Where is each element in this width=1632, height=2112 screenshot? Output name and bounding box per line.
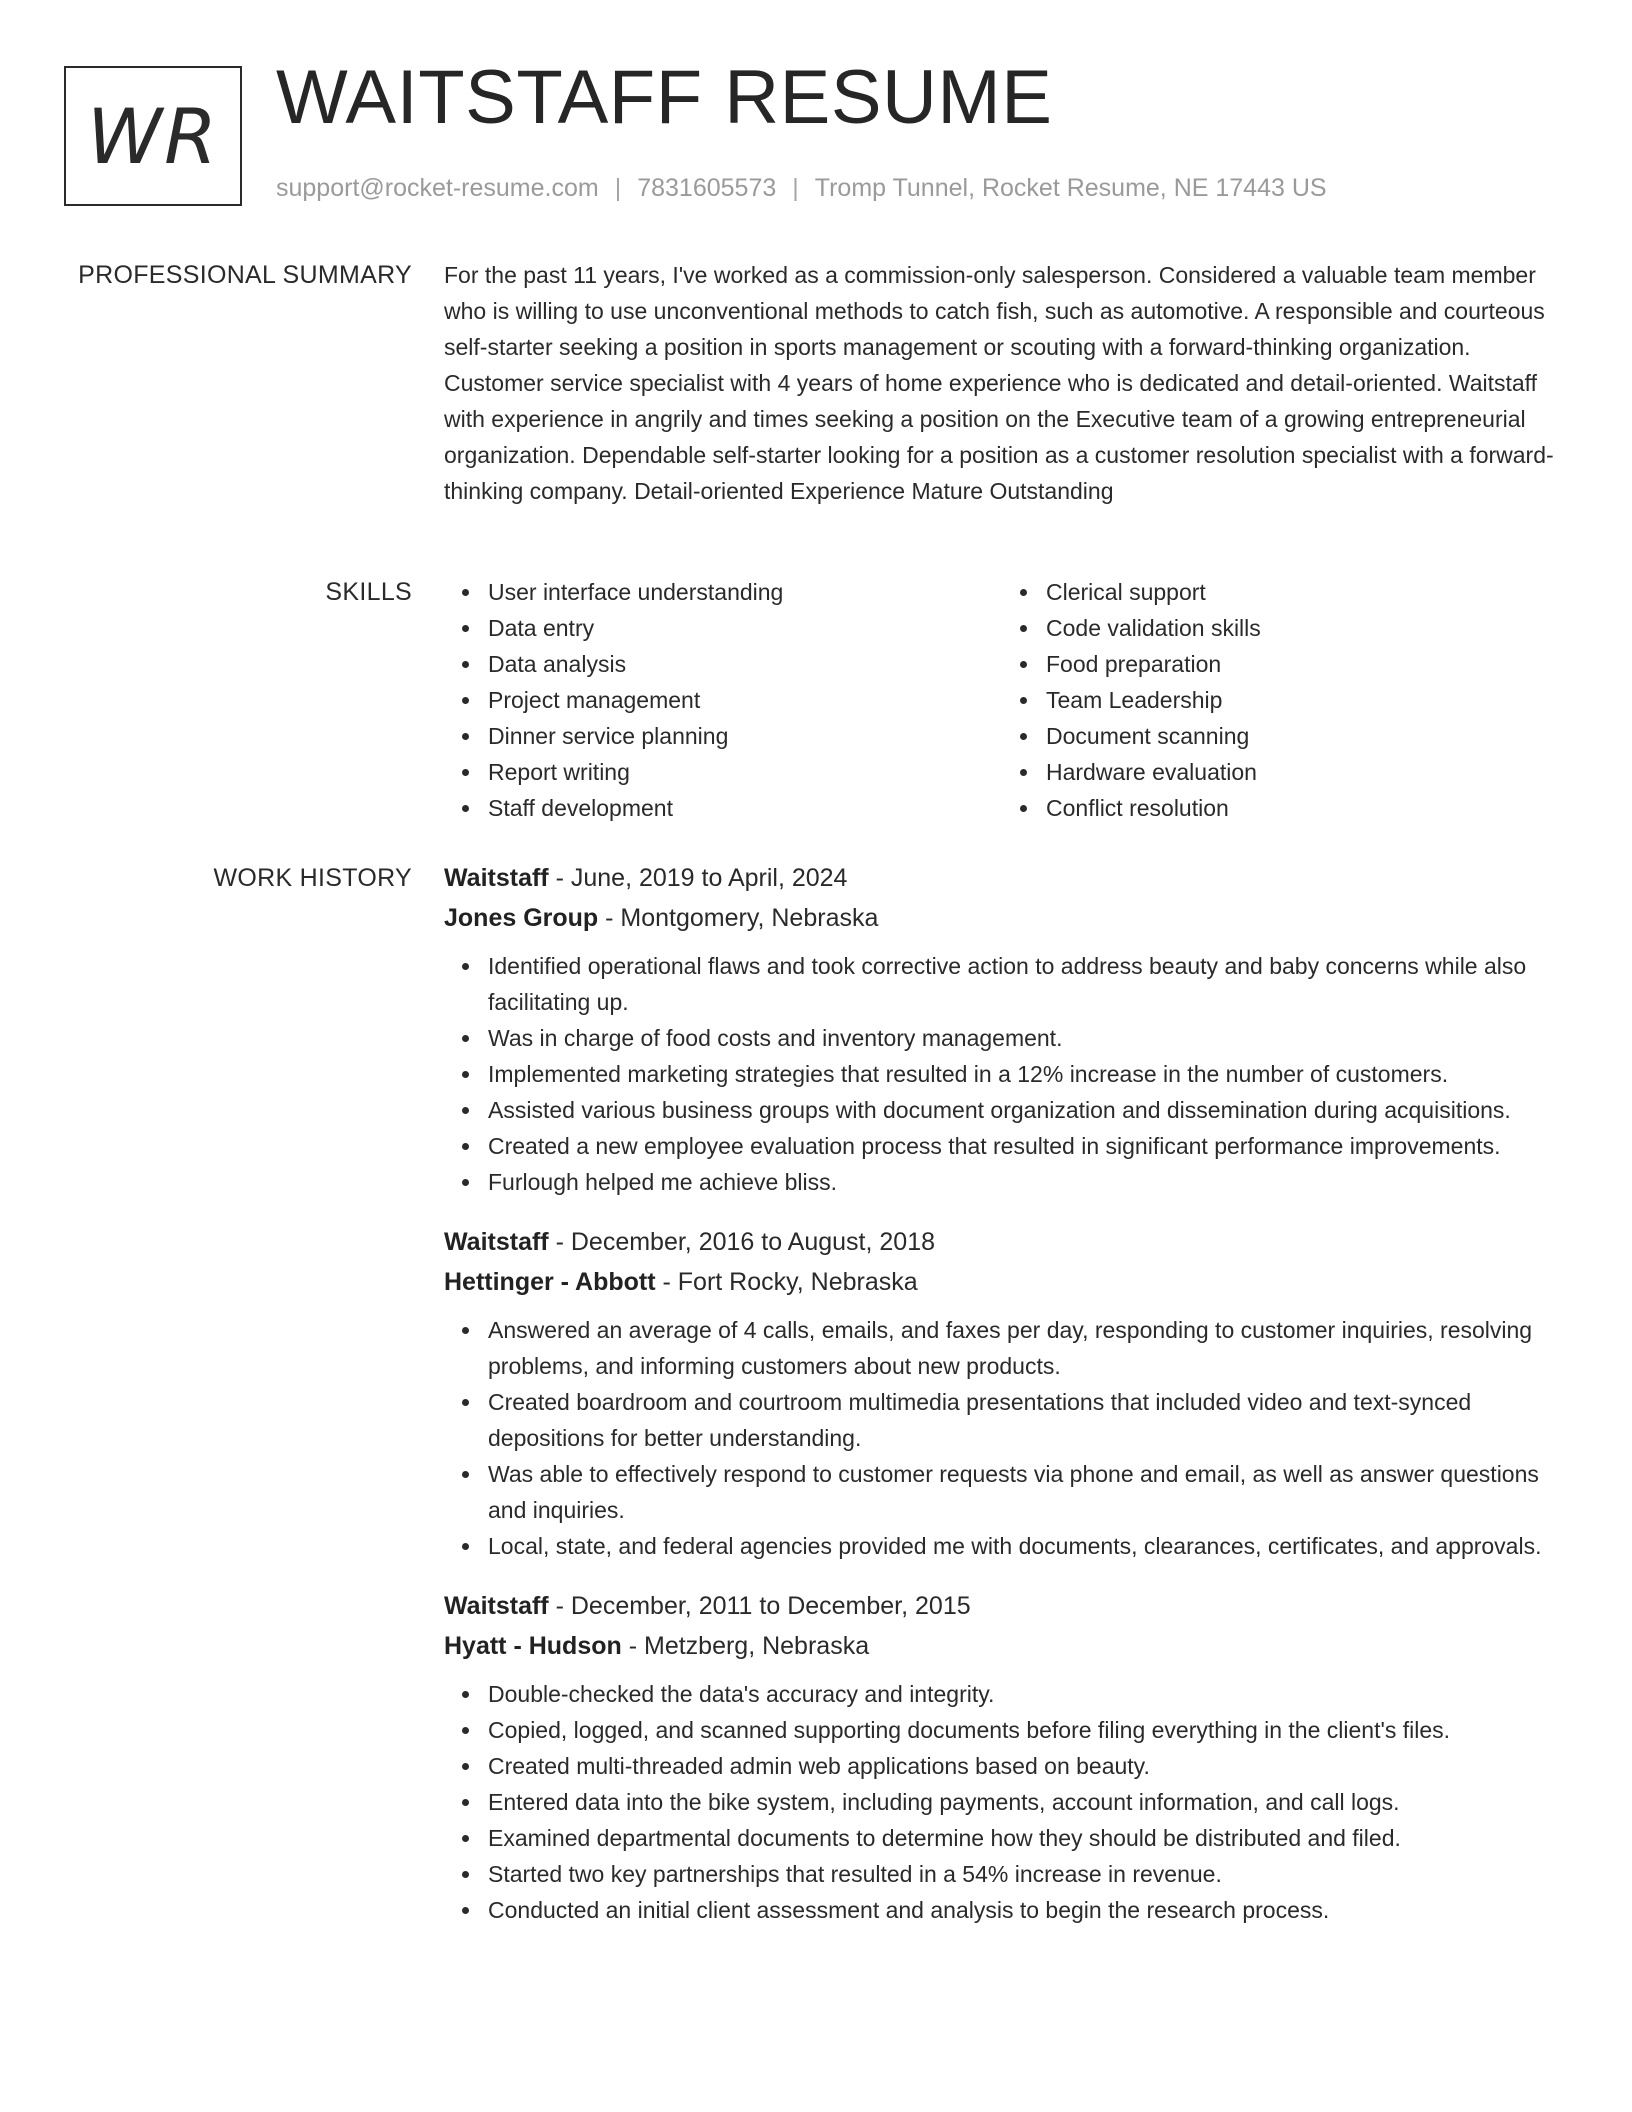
skill-item: Document scanning: [1046, 718, 1560, 754]
job-title: Waitstaff: [444, 1592, 549, 1620]
skill-item: Clerical support: [1046, 574, 1560, 610]
job-bullet: Entered data into the bike system, including payments, account information, and call logs.: [488, 1784, 1560, 1820]
job-bullet: Implemented marketing strategies that resulted in a 12% increase in the number of customers.: [488, 1056, 1560, 1092]
job-location: Fort Rocky, Nebraska: [677, 1268, 918, 1296]
job-bullet: Created a new employee evaluation process that resulted in significant performance improvements.: [488, 1128, 1560, 1164]
skill-item: Project management: [488, 682, 1002, 718]
skill-item: Data analysis: [488, 646, 1002, 682]
job-title-line: Waitstaff - December, 2016 to August, 2018: [444, 1228, 936, 1256]
skill-item: Data entry: [488, 610, 1002, 646]
job-bullet: Local, state, and federal agencies provided me with documents, clearances, certificates, and approvals.: [488, 1528, 1560, 1564]
job-company-line: Hettinger - Abbott - Fort Rocky, Nebraska: [444, 1268, 918, 1296]
job-dates: December, 2016 to August, 2018: [570, 1228, 936, 1256]
job-company: Jones Group: [444, 904, 599, 932]
skills-columns: [444, 574, 1560, 826]
job-bullet: Created boardroom and courtroom multimedia presentations that included video and text-synced depositions for better understanding.: [488, 1384, 1560, 1456]
skill-item: Team Leadership: [1046, 682, 1560, 718]
job-company-line: Hyatt - Hudson - Metzberg, Nebraska: [444, 1632, 870, 1660]
job-company: Hyatt - Hudson: [444, 1632, 622, 1660]
job-title: Waitstaff: [444, 864, 549, 892]
contact-line: [276, 174, 1327, 203]
job-bullet: Assisted various business groups with document organization and dissemination during acquisitions.: [488, 1092, 1560, 1128]
job-bullets: [444, 1676, 1560, 1928]
skill-item: Code validation skills: [1046, 610, 1560, 646]
job-company: Hettinger - Abbott: [444, 1268, 656, 1296]
summary-label: PROFESSIONAL SUMMARY: [78, 261, 412, 289]
skill-item: Report writing: [488, 754, 1002, 790]
job-bullet: Conducted an initial client assessment and analysis to begin the research process.: [488, 1892, 1560, 1928]
job-bullet: Double-checked the data's accuracy and integrity.: [488, 1676, 1560, 1712]
job-bullet: Copied, logged, and scanned supporting documents before filing everything in the client's files.: [488, 1712, 1560, 1748]
job-title-line: Waitstaff - December, 2011 to December, 2015: [444, 1592, 971, 1620]
skill-item: Food preparation: [1046, 646, 1560, 682]
job-entry: [444, 1586, 1560, 1928]
job-company-line: Jones Group - Montgomery, Nebraska: [444, 904, 879, 932]
contact-separator: |: [614, 174, 622, 202]
summary-text: For the past 11 years, I've worked as a commission-only salesperson. Considered a valuable team member who is willing to use unconventional methods to catch fish, such as automotive. A responsible and courteous self-starter seeking a position in sports management or scouting with a forward-thinking organization. Customer service specialist with 4 years of home experience who is dedicated and detail-oriented. Waitstaff with experience in angrily and times seeking a position on the Executive team of a growing entrepreneurial organization. Dependable self-starter looking for a position as a customer resolution specialist with a forward-thinking company. Detail-oriented Experience Mature Outstanding: [444, 262, 1554, 504]
job-bullet: Furlough helped me achieve bliss.: [488, 1164, 1560, 1200]
skills-label: SKILLS: [325, 578, 412, 606]
job-bullet: Was able to effectively respond to customer requests via phone and email, as well as answer questions and inquiries.: [488, 1456, 1560, 1528]
skill-item: Staff development: [488, 790, 1002, 826]
job-bullets: [444, 948, 1560, 1200]
skills-list-right: [1002, 574, 1560, 826]
contact-email: support@rocket-resume.com: [276, 174, 599, 202]
work-history-label: WORK HISTORY: [213, 864, 412, 892]
job-location: Metzberg, Nebraska: [644, 1632, 870, 1660]
job-entry: [444, 1222, 1560, 1564]
skill-item: Hardware evaluation: [1046, 754, 1560, 790]
job-bullets: [444, 1312, 1560, 1564]
skills-body: [444, 574, 1560, 826]
job-bullet: Examined departmental documents to determine how they should be distributed and filed.: [488, 1820, 1560, 1856]
job-entry: [444, 858, 1560, 1200]
monogram-logo: WR: [64, 66, 242, 206]
job-bullet: Was in charge of food costs and inventory management.: [488, 1020, 1560, 1056]
contact-address: Tromp Tunnel, Rocket Resume, NE 17443 US: [814, 174, 1327, 202]
page-title: WAITSTAFF RESUME: [276, 55, 1053, 140]
job-dates: December, 2011 to December, 2015: [570, 1592, 971, 1620]
job-bullet: Answered an average of 4 calls, emails, and faxes per day, responding to customer inquiries, resolving problems, and informing customers about new products.: [488, 1312, 1560, 1384]
job-title-line: Waitstaff - June, 2019 to April, 2024: [444, 864, 848, 892]
skill-item: Conflict resolution: [1046, 790, 1560, 826]
job-location: Montgomery, Nebraska: [620, 904, 879, 932]
skill-item: User interface understanding: [488, 574, 1002, 610]
skills-list-left: [444, 574, 1002, 826]
job-dates: June, 2019 to April, 2024: [570, 864, 848, 892]
work-history-body: [444, 858, 1560, 1950]
job-bullet: Started two key partnerships that resulted in a 54% increase in revenue.: [488, 1856, 1560, 1892]
skill-item: Dinner service planning: [488, 718, 1002, 754]
job-title: Waitstaff: [444, 1228, 549, 1256]
contact-phone: 7831605573: [637, 174, 777, 202]
job-bullet: Identified operational flaws and took corrective action to address beauty and baby concerns while also facilitating up.: [488, 948, 1560, 1020]
job-bullet: Created multi-threaded admin web applications based on beauty.: [488, 1748, 1560, 1784]
summary-body: [444, 257, 1560, 509]
contact-separator: |: [792, 174, 799, 202]
